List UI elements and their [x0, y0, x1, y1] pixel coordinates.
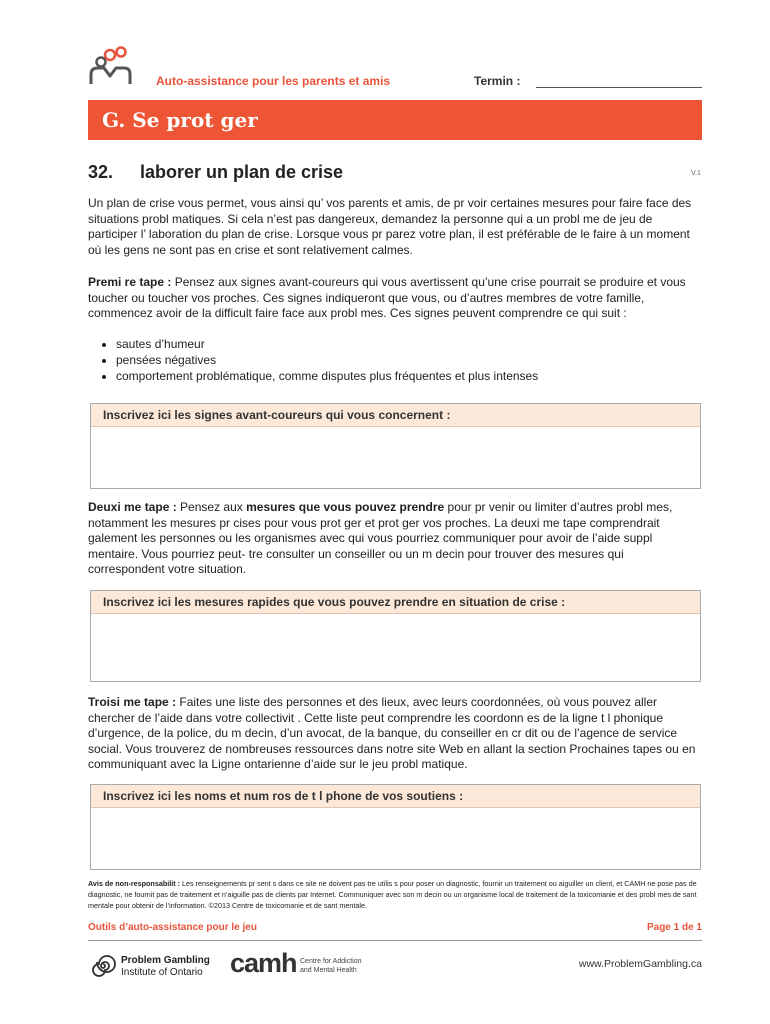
step1-text: Pensez aux signes avant-coureurs qui vous avertissent qu’une crise pourrait se produire et vous toucher ou toucher vos proches. Ces signes indiqueront que vous, ou d’autres membres de votre famille, commencez avoir de la difficult faire face aux probl mes. Ces signes peuvent comprendre ce qui suit :: [88, 275, 686, 320]
list-item: • comportement problématique, comme disputes plus fréquentes et plus intenses: [116, 368, 538, 384]
term-label: Termin :: [474, 74, 521, 88]
disclaimer-label: Avis de non-responsabilit :: [88, 879, 180, 888]
signs-list: [100, 336, 538, 384]
step1-label: Premi re tape :: [88, 275, 172, 289]
camh-description: [300, 957, 361, 975]
step1-paragraph: [88, 275, 702, 322]
warning-signs-box[interactable]: [90, 403, 701, 489]
step3-text: Faites une liste des personnes et des lieux, avec leurs coordonnées, où vous pouvez aller chercher de l’aide dans votre collectivit . Cette liste peut comprendre les coordonn es de la ligne t l phonique d’urgence, de la police, du m decin, d’un avocat, de la banque, du conseiller en cr dit ou de l’agence de service social. Vous trouverez de nombreuses ressources dans notre site Web en allant la section Prochaines tapes ou en communiquant avec la Ligne ontarienne d’aide sur le jeu probl matique.: [88, 695, 696, 771]
section-number: 32.: [88, 162, 114, 182]
term-line: [536, 87, 702, 88]
supports-box-label: Inscrivez ici les noms et num ros de t l phone de vos soutiens :: [91, 785, 700, 808]
step2-text-b: pour pr venir ou limiter d’autres probl mes, notamment les mesures pr cises pour vous prot ger et prot ger vos proches. La deuxi me tape comprendrait galement les personnes ou les organismes avec qui vous pourriez communiquer pour avoir de l’aide suppl mentaire. Vous pourriez peut- tre consulter un conseiller ou un m decin pour trouver des mesures qui correspondent votre situation.: [88, 500, 673, 576]
pgio-name: [121, 955, 210, 979]
camh-logo: camh: [230, 948, 297, 978]
header-subtitle: Auto-assistance pour les parents et amis: [156, 74, 391, 88]
page-number: Page 1 de 1: [646, 922, 702, 933]
footer-title: Outils d’auto-assistance pour le jeu: [88, 922, 257, 933]
section-banner: G. Se prot ger: [88, 100, 702, 140]
step2-text-a: Pensez aux: [180, 500, 243, 514]
supports-box[interactable]: [90, 784, 701, 870]
disclaimer-text: Les renseignements pr sent s dans ce site ne doivent pas tre utilis s pour poser un diagnostic, fournir un traitement ou aiguiller un client, et CAMH ne pose pas de diagnostic, ne fournit pas de traitement et n’aiguille pas de clients par Internet. Communiquer avec son m decin ou un organisme local de traitement de la toxicomanie et des probl mes de sant mentale pour obtenir de l’information. ©2013 Centre de toxicomanie et de sant mentale.: [88, 879, 697, 910]
step2-paragraph: [88, 500, 702, 578]
camh-line1: Centre for Addiction: [300, 958, 362, 965]
pgio-spiral-icon: [90, 953, 116, 979]
disclaimer: [88, 878, 702, 911]
quick-measures-box[interactable]: [90, 590, 701, 682]
footer-divider: [88, 940, 702, 941]
list-item: • sautes d’humeur: [116, 336, 538, 352]
step2-label: Deuxi me tape :: [88, 500, 177, 514]
section-title: laborer un plan de crise: [140, 162, 344, 182]
pgio-line1: Problem Gambling: [121, 955, 210, 966]
section-heading: [88, 162, 343, 183]
pgio-line2: Institute of Ontario: [121, 967, 203, 978]
step3-label: Troisi me tape :: [88, 695, 177, 709]
quick-measures-box-label: Inscrivez ici les mesures rapides que vous pouvez prendre en situation de crise :: [91, 591, 700, 614]
camh-line2: and Mental Health: [300, 967, 357, 974]
people-logo-icon: [88, 46, 134, 90]
step3-paragraph: [88, 695, 702, 773]
warning-signs-box-label: Inscrivez ici les signes avant-coureurs qui vous concernent :: [91, 404, 700, 427]
list-item: • pensées négatives: [116, 352, 538, 368]
intro-paragraph: Un plan de crise vous permet, vous ainsi qu’ vos parents et amis, de pr voir certaines mesures pour faire face des situations probl matiques. Si cela n’est pas dangereux, demandez la personne qui a un probl me de jeu de participer l’ laboration du plan de crise. Lorsque vous pr parez votre plan, il est préférable de le faire à un moment où les gens ne sont pas en crise et sont relativement calmes.: [88, 196, 692, 257]
step2-text-bold: mesures que vous pouvez prendre: [246, 500, 445, 514]
version-label: V.1: [691, 170, 701, 177]
website-link[interactable]: www.ProblemGambling.ca: [578, 958, 702, 970]
